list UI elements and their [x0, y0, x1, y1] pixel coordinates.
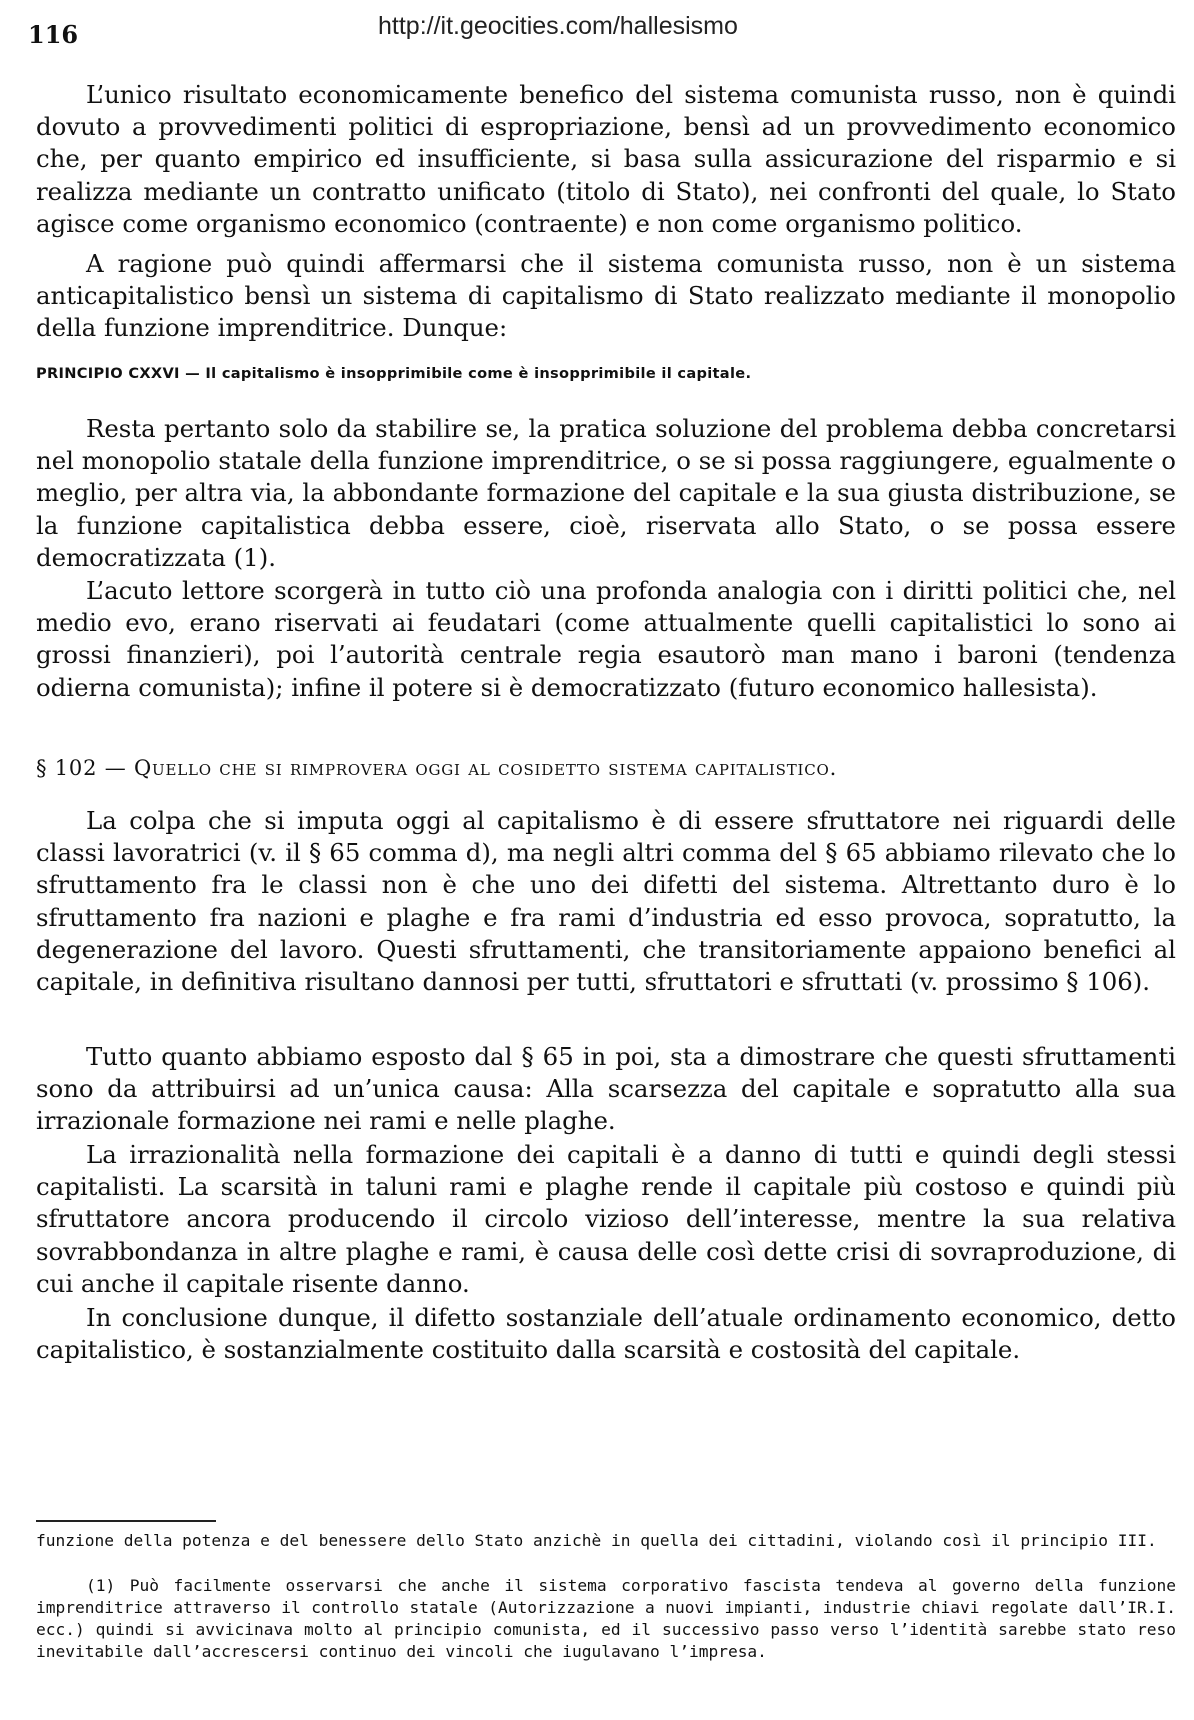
- paragraph-historical-analogy: L’acuto lettore scorgerà in tutto ciò una profonda analogia con i diritti politici che, nel medio evo, erano riservati ai feudatari (come attualmente quelli capitalistici lo sono ai grossi finanzieri), poi l’autorità centrale regia esautorò man mano i baroni (tendenza odierna comunista); infine il potere si è democratizzato (futuro economico hallesista).: [36, 576, 1176, 702]
- paragraph-single-cause: Tutto quanto abbiamo esposto dal § 65 in poi, sta a dimostrare che questi sfruttamenti sono da attribuirsi ad un’unica causa: Alla scarsezza del capitale e sopratutto alla sua irrazionale formazione nei rami e nelle plaghe.: [36, 1042, 1176, 1136]
- footnote-divider: [36, 1520, 216, 1522]
- paragraph-state-capitalism: A ragione può quindi affermarsi che il sistema comunista russo, non è un sistema anticapitalistico bensì un sistema di capitalismo di Stato realizzato mediante il monopolio della funzione imprenditrice. Dunque:: [36, 249, 1176, 343]
- paragraph-democratization: Resta pertanto solo da stabilire se, la pratica soluzione del problema debba concretarsi nel monopolio statale della funzione imprenditrice, o se si possa raggiungere, egualmente o meglio, per altra via, la abbondante formazione del capitale e la sua giusta distribuzione, se la funzione capitalistica debba essere, cioè, riservata allo Stato, o se possa essere democratizzata (1).: [36, 414, 1176, 572]
- footnote-continuation: funzione della potenza e del benessere dello Stato anzichè in quella dei cittadini, violando così il principio III.: [36, 1531, 1157, 1550]
- paragraph-conclusion: In conclusione dunque, il difetto sostanziale dell’atuale ordinamento economico, detto capitalistico, è sostanzialmente costituito dalla scarsità e costosità del capitale.: [36, 1303, 1176, 1365]
- footnote-1: (1) Può facilmente osservarsi che anche il sistema corporativo fascista tendeva al governo della funzione imprenditrice attraverso il controllo statale (Autorizzazione a nuovi impianti, industrie chiavi regolate dall’IR.I. ecc.) quindi si avvicinava molto al principio comunista, ed il successivo passo verso l’identità sarebbe stato reso inevitabile dall’accrescersi continuo dei vincoli che iugulavano l’impresa.: [36, 1576, 1176, 1661]
- paragraph-irrationality: La irrazionalità nella formazione dei capitali è a danno di tutti e quindi degli stessi capitalisti. La scarsità in taluni rami e plaghe rende il capitale più costoso e quindi più sfruttatore ancora producendo il circolo vizioso dell’interesse, mentre la sua relativa sovrabbondanza in altre plaghe e rami, è causa delle così dette crisi di sovraproduzione, di cui anche il capitale risente danno.: [36, 1140, 1176, 1298]
- paragraph-exploitation: La colpa che si imputa oggi al capitalismo è di essere sfruttatore nei riguardi delle classi lavoratrici (v. il § 65 comma d), ma negli altri comma del § 65 abbiamo rilevato che lo sfruttamento fra le classi non è che uno dei difetti del sistema. Altrettanto duro è lo sfruttamento fra nazioni e plaghe e fra rami d’industria ed esso provoca, sopratutto, la degenerazione del lavoro. Questi sfruttamenti, che transitoriamente appaiono benefici al capitale, in definitiva risultano dannosi per tutti, sfruttatori e sfruttati (v. prossimo § 106).: [36, 806, 1176, 997]
- header-url: http://it.geocities.com/hallesismo: [378, 12, 738, 40]
- principle-statement: PRINCIPIO CXXVI — Il capitalismo è insopprimibile come è insopprimibile il capitale.: [36, 365, 752, 382]
- section-heading: § 102 — Quello che si rimprovera oggi al cosidetto sistema capitalistico.: [36, 756, 838, 780]
- paragraph-russian-system: L’unico risultato economicamente benefico del sistema comunista russo, non è quindi dovuto a provvedimenti politici di espropriazione, bensì ad un provvedimento economico che, per quanto empirico ed insufficiente, si basa sulla assicurazione del risparmio e si realizza mediante un contratto unificato (titolo di Stato), nei confronti del quale, lo Stato agisce come organismo economico (contraente) e non come organismo politico.: [36, 80, 1176, 238]
- page-number: 116: [28, 20, 79, 49]
- page-header: [28, 12, 1166, 52]
